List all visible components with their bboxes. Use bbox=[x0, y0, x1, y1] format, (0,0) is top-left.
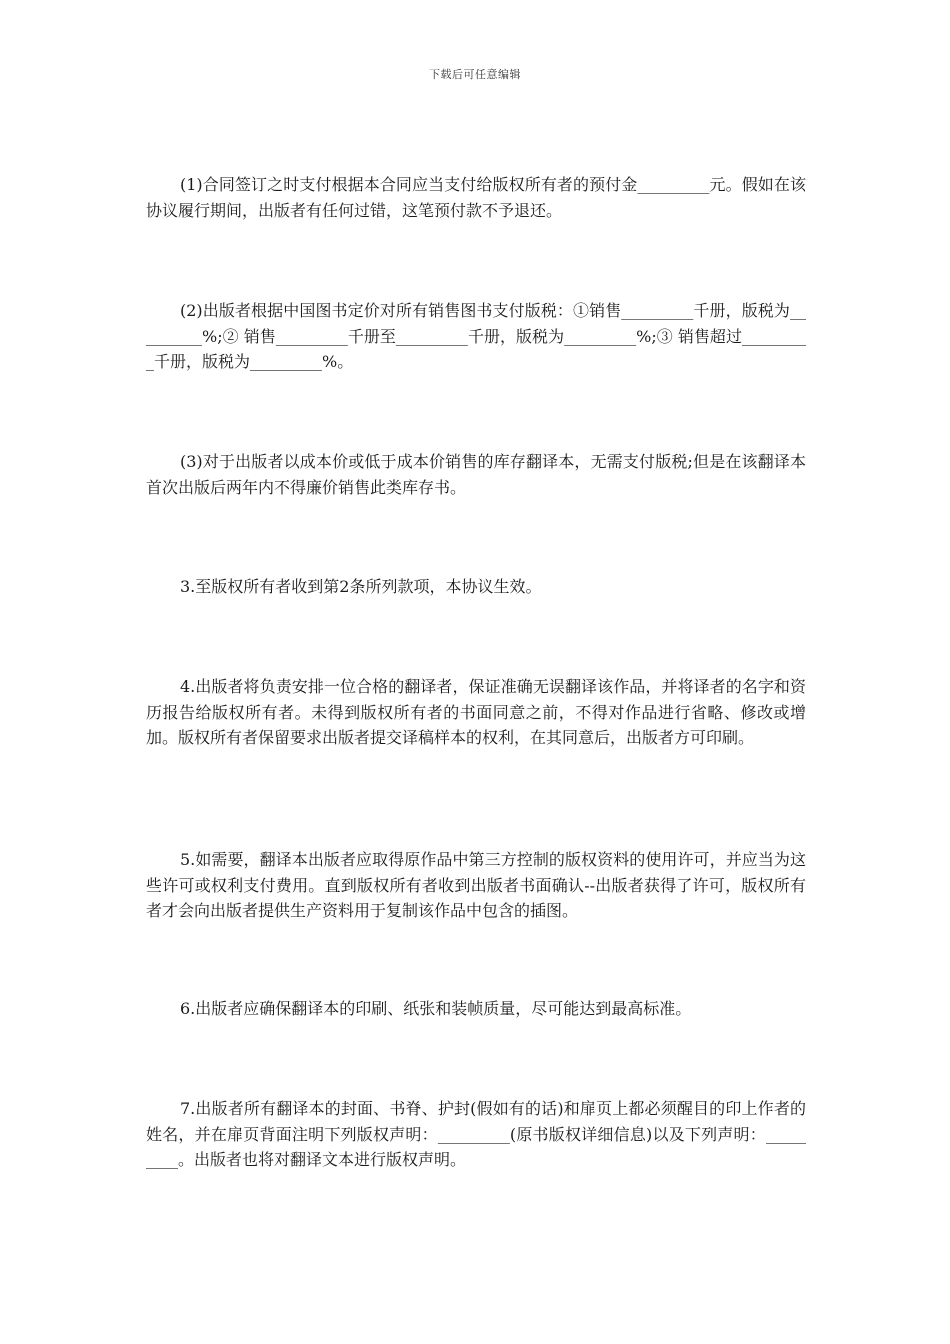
paragraph-clause-3: 3.至版权所有者收到第2条所列款项，本协议生效。 bbox=[180, 577, 542, 596]
paragraph-advance-payment: (1)合同签订之时支付根据本合同应当支付给版权所有者的预付金_________元。假如在该协议履行期间，出版者有任何过错，这笔预付款不予退还。 bbox=[146, 175, 806, 220]
paragraph-clause-5: 5.如需要，翻译本出版者应取得原作品中第三方控制的版权资料的使用许可，并应当为这些许可或权利支付费用。直到版权所有者收到出版者书面确认--出版者获得了许可，版权所有者才会向出版者提供生产资料用于复制该作品中包含的插图。 bbox=[146, 850, 806, 920]
paragraph-remainder-stock: (3)对于出版者以成本价或低于成本价销售的库存翻译本，无需支付版税;但是在该翻译本首次出版后两年内不得廉价销售此类库存书。 bbox=[146, 452, 806, 497]
page-header: 下载后可任意编辑 bbox=[429, 68, 521, 81]
paragraph-royalty-rates: (2)出版者根据中国图书定价对所有销售图书支付版税：①销售_________千册，版税为_________%;② 销售_________千册至_________千册，版税为_________%;③ 销售超过_________千册，版税为_________%。 bbox=[146, 301, 806, 371]
paragraph-clause-7: 7.出版者所有翻译本的封面、书脊、护封(假如有的话)和扉页上都必须醒目的印上作者的姓名，并在扉页背面注明下列版权声明：_________(原书版权详细信息)以及下列声明：_________。出版者也将对翻译文本进行版权声明。 bbox=[146, 1099, 806, 1169]
paragraph-clause-4: 4.出版者将负责安排一位合格的翻译者，保证准确无误翻译该作品，并将译者的名字和资历报告给版权所有者。未得到版权所有者的书面同意之前，不得对作品进行省略、修改或增加。版权所有者保留要求出版者提交译稿样本的权利，在其同意后，出版者方可印刷。 bbox=[146, 677, 806, 747]
paragraph-clause-6: 6.出版者应确保翻译本的印刷、纸张和装帧质量，尽可能达到最高标准。 bbox=[180, 999, 692, 1018]
